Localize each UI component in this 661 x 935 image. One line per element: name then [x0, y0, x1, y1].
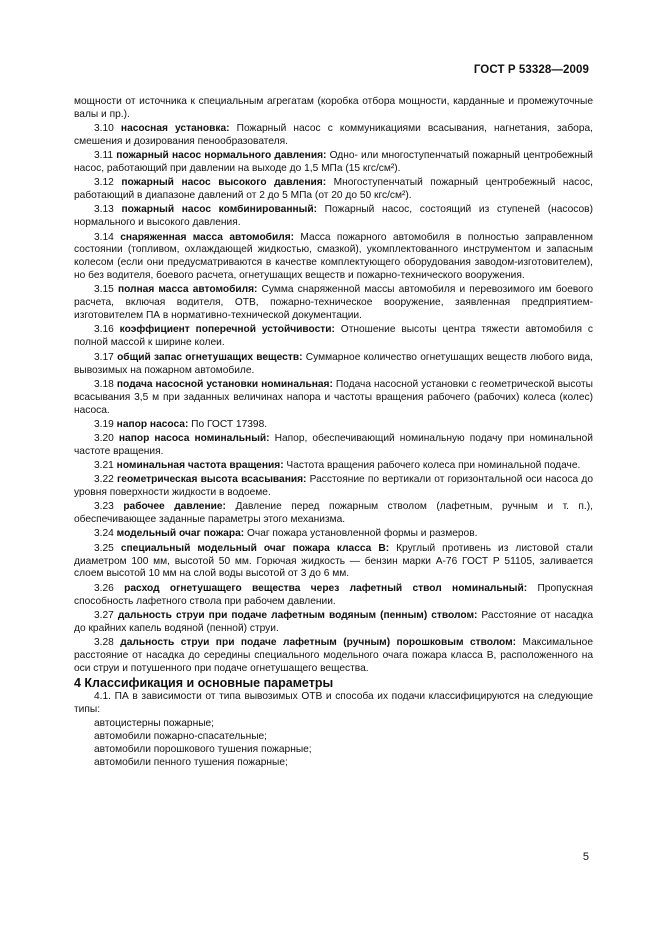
definition-term: пожарный насос нормального давления: [116, 150, 327, 162]
definition-text: Сумма снаряженной массы автомобиля и перевозимого им боевого расчета, включая водителя, ОТВ, пожарно-техническое вооружение, заявленная предприятием-изготовителем ПА в нормативно-технической документации. [74, 284, 593, 322]
definition-text: Отношение высоты центра тяжести автомобиля с полной массой к ширине колеи. [74, 324, 593, 349]
definition-text: Пропускная способность лафетного ствола при рабочем давлении. [74, 582, 593, 607]
definition-item [74, 177, 593, 203]
definition-number: 3.24 [94, 528, 114, 540]
definition-term: номинальная частота вращения: [116, 460, 284, 472]
definition-item [74, 419, 593, 432]
definition-term: дальность струи при подаче лафетным (ручным) порошковым стволом: [120, 636, 517, 648]
definition-text: Подача насосной установки с геометрической высоты всасывания 3,5 м при заданных величинах напора и частоты вращения рабочего (рабочих) колеса (колес) насоса. [74, 378, 593, 416]
definition-number: 3.25 [94, 542, 114, 554]
definition-number: 3.17 [94, 351, 114, 363]
definition-text: Частота вращения рабочего колеса при номинальной подаче. [283, 460, 581, 472]
page-number: 5 [582, 851, 589, 863]
section-intro: 4.1. ПА в зависимости от типа вывозимых ОТВ и способа их подачи классифицируются на следующие типы: [74, 691, 593, 716]
definition-term: пожарный насос высокого давления: [121, 177, 327, 189]
definition-item [74, 501, 593, 527]
definition-item [74, 637, 593, 676]
type-list-item: автоцистерны пожарные; [94, 718, 215, 730]
definition-number: 3.13 [94, 204, 114, 216]
definition-term: дальность струи при подаче лафетным водяным (пенным) стволом: [117, 609, 478, 621]
definition-number: 3.16 [94, 324, 114, 336]
definition-text: Пожарный насос с коммуникациями всасывания, нагнетания, забора, смешения и дозирования пенообразователя. [74, 123, 593, 148]
definition-text: По ГОСТ 17398. [188, 418, 268, 430]
definition-term: полная масса автомобиля: [117, 284, 258, 296]
definition-item [74, 543, 593, 582]
definition-number: 3.26 [94, 582, 114, 594]
section-title: 4 Классификация и основные параметры [74, 675, 334, 690]
definition-text: Максимальное расстояние от насадка до середины специального модельного очага пожара класса В, расположенного на оси струи и потушенного при подаче огнетушащего вещества. [74, 636, 593, 674]
page-content [74, 96, 593, 770]
definition-term: пожарный насос комбинированный: [121, 204, 318, 216]
definition-number: 3.27 [94, 609, 114, 621]
definition-item [74, 324, 593, 350]
definition-item [74, 610, 593, 636]
definition-item [74, 123, 593, 149]
definition-text: Давление перед пожарным стволом (лафетным, ручным и т. п.), обеспечивающее заданные параметры этого механизма. [74, 501, 593, 526]
definition-number: 3.20 [94, 432, 114, 444]
definition-item [74, 352, 593, 378]
type-list-item: автомобили порошкового тушения пожарные; [94, 744, 312, 756]
type-list-item: автомобили пенного тушения пожарные; [94, 756, 288, 768]
definition-term: общий запас огнетушащих веществ: [117, 351, 303, 363]
definition-item [74, 204, 593, 230]
definition-item [74, 232, 593, 284]
definition-item [74, 433, 593, 459]
document-header: ГОСТ Р 53328—2009 [473, 64, 589, 76]
definition-term: специальный модельный очаг пожара класса В: [120, 542, 390, 554]
definition-number: 3.10 [94, 123, 114, 135]
definition-number: 3.19 [94, 418, 114, 430]
definition-term: коэффициент поперечной устойчивости: [119, 324, 335, 336]
definition-number: 3.14 [94, 231, 114, 243]
definition-item [74, 460, 593, 473]
definition-number: 3.22 [94, 474, 114, 486]
types-list [74, 718, 593, 770]
definition-text: Расстояние от насадка до крайних капель водяной (пенной) струи. [74, 609, 593, 634]
definition-text: Многоступенчатый пожарный центробежный насос, работающий в диапазоне давлений от 2 до 5 МПа (от 20 до 50 кгс/см²). [74, 177, 593, 202]
definition-item [74, 150, 593, 176]
definition-number: 3.15 [94, 284, 114, 296]
definition-number: 3.18 [94, 378, 114, 390]
definition-item [74, 284, 593, 323]
definition-number: 3.21 [94, 460, 114, 472]
definition-text: Очаг пожара установленной формы и размеров. [244, 528, 478, 540]
definition-item [74, 528, 593, 541]
intro-continuation: мощности от источника к специальным агрегатам (коробка отбора мощности, карданные и промежуточные валы и пр.). [74, 96, 593, 120]
definition-number: 3.28 [94, 636, 114, 648]
definition-number: 3.12 [94, 177, 114, 189]
definition-item [74, 379, 593, 418]
type-list-item: автомобили пожарно-спасательные; [94, 731, 268, 743]
definition-text: Суммарное количество огнетушащих веществ любого вида, вывозимых на пожарном автомобиле. [74, 351, 593, 376]
definition-text: Пожарный насос, состоящий из ступеней (насосов) нормального и высокого давления. [74, 204, 593, 229]
definition-text: Напор, обеспечивающий номинальную подачу при номинальной частоте вращения. [74, 432, 593, 457]
definition-item [74, 583, 593, 609]
definition-item [74, 474, 593, 500]
definition-number: 3.11 [94, 150, 114, 162]
definition-text: Масса пожарного автомобиля в полностью заправленном состоянии (топливом, охлаждающей жидкостью, смазкой), укомплектованного инструментом и запасным колесом (если они предусматриваются в качестве комплектующего оборудования заводом-изготовителем), но без водителя, боевого расчета, огнетушащих веществ и пожарно-технического вооружения. [74, 231, 594, 282]
definition-term: напор насоса: [116, 418, 189, 430]
definition-term: модельный очаг пожара: [116, 528, 245, 540]
definition-term: подача насосной установки номинальная: [116, 378, 333, 390]
definition-term: напор насоса номинальный: [118, 432, 270, 444]
definition-term: расход огнетушащего вещества через лафетный ствол номинальный: [124, 582, 528, 594]
definition-term: насосная установка: [120, 123, 230, 135]
definition-text: Круглый противень из листовой стали диаметром 100 мм, высотой 50 мм. Горючая жидкость — бензин марки А-76 ГОСТ Р 51105, заливается слоем высотой 10 мм на слой воды высотой от 3 до 6 мм. [74, 542, 593, 580]
definition-term: геометрическая высота всасывания: [117, 474, 307, 486]
definition-term: снаряженная масса автомобиля: [120, 231, 295, 243]
definition-term: рабочее давление: [123, 501, 226, 513]
definition-text: Расстояние по вертикали от горизонтальной оси насоса до уровня поверхности жидкости в водоеме. [74, 474, 593, 499]
definition-number: 3.23 [94, 501, 114, 513]
definition-text: Одно- или многоступенчатый пожарный центробежный насос, работающий при давлении на выходе до 1,5 МПа (15 кгс/см²). [74, 150, 593, 175]
definitions-list [74, 123, 593, 676]
